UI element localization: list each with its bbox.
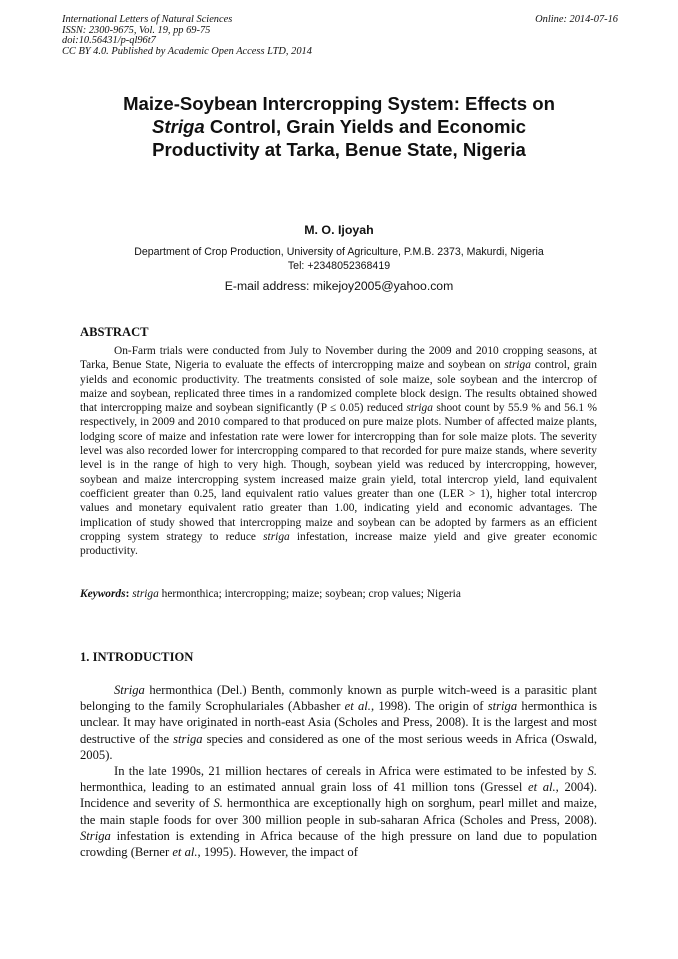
intro-text: hermonthica is unclear. It may have originated in north-east Asia (Scholes and Press, 2008). It is the largest and most destructive of the	[80, 699, 597, 746]
intro-text: , 1995). However, the impact of	[197, 845, 358, 860]
intro-text: species and considered as one of the most serious weeds in Africa (Oswald, 2005).	[80, 731, 597, 762]
title-italic-word: Striga	[151, 116, 205, 137]
license-line: CC BY 4.0. Published by Academic Open Access LTD, 2014	[62, 45, 312, 57]
intro-paragraph	[80, 763, 597, 860]
intro-text: hermonthica (Del.) Benth, commonly known as purple witch-weed is a parasitic plant belonging to the family Scrophulariales (Abbasher	[80, 683, 597, 714]
intro-italic: et al.	[344, 699, 371, 714]
abstract-heading: ABSTRACT	[80, 325, 149, 339]
abstract-italic: striga	[406, 402, 433, 415]
intro-paragraph	[80, 682, 597, 763]
author-name: M. O. Ijoyah	[304, 223, 374, 237]
intro-text: hermonthica are exceptionally high on sorghum, pearl millet and maize, the main staple foods for over 300 million people in sub-saharan Africa (Scholes and Press, 2008).	[80, 796, 597, 827]
intro-text: hermonthica, leading to an estimated annual grain loss of 41 million tons (Gressel	[80, 780, 528, 795]
intro-text: , 2004). Incidence and severity of	[80, 780, 597, 811]
abstract-text: control, grain yields and economic productivity. The treatments consisted of sole maize, sole soybean and the intercrop of maize and soybean, replicated three times in a randomized complete block design. The results obtained showed that intercropping maize and soybean significantly (P ≤ 0.05) reduced	[80, 359, 597, 415]
intro-text: infestation is extending in Africa because of the high pressure on land due to population crowding (Berner	[80, 828, 597, 860]
intro-italic: S.	[213, 796, 223, 811]
introduction-body	[80, 682, 597, 860]
email-line: E-mail address: mikejoy2005@yahoo.com	[224, 279, 454, 293]
keywords-label: Keywords	[80, 588, 126, 600]
intro-italic: Striga	[80, 828, 111, 843]
keywords-colon: :	[125, 588, 133, 600]
intro-italic: et al.	[172, 845, 198, 860]
online-date: Online: 2014-07-16	[535, 14, 618, 25]
abstract-body	[80, 344, 597, 558]
title-line-3: Productivity at Tarka, Benue State, Nigeria	[152, 139, 526, 160]
journal-name: International Letters of Natural Sciences	[62, 14, 233, 25]
doi-line: doi:10.56431/p-ql96t7	[62, 35, 156, 47]
intro-text: In the late 1990s, 21 million hectares of cereals in Africa were estimated to be infested by	[114, 764, 588, 779]
abstract-text: shoot count by 55.9 % and 56.1 % respectively, in 2009 and 2010 compared to that produced on pure maize plots. Number of affected maize plants, lodging score of maize and infestation rate were lower for intercropping than for sole maize plots. The severity level was also recorded lower for intercropping compared to that recorded for pure maize stands, where severity level is in the range of high to very high. Though, soybean yield was reduced by intercropping, however, soybean and maize intercropping system increased maize grain yield, total intercrop yield, land equivalent coefficient greater than 0.25, land equivalent ratio values greater than one (LER > 1), higher total intercrop values and monetary equivalent ratio greater than 1.00, indicating yield and economic advantages. The implication of study showed that intercropping maize and soybean can be adopted by farmers as an efficient cropping system strategy to reduce	[80, 402, 598, 543]
issn-line: ISSN: 2300-9675, Vol. 19, pp 69-75	[62, 24, 211, 36]
keywords-line	[80, 588, 597, 600]
affiliation-line: Department of Crop Production, University of Agriculture, P.M.B. 2373, Makurdi, Nigeria	[134, 246, 544, 258]
abstract-text: infestation, increase maize yield and give greater economic productivity.	[80, 530, 598, 558]
introduction-heading: 1. INTRODUCTION	[80, 650, 194, 664]
title-line-2	[70, 115, 608, 138]
intro-italic: Striga	[114, 683, 145, 697]
title-line-1: Maize-Soybean Intercropping System: Effects on	[123, 93, 555, 114]
intro-italic: et al.	[527, 780, 556, 795]
telephone-line: Tel: +2348052368419	[287, 259, 391, 272]
title-line-2-rest: Control, Grain Yields and Economic	[204, 116, 527, 137]
intro-italic: S.	[587, 764, 597, 779]
keywords-list: hermonthica; intercropping; maize; soybean; crop values; Nigeria	[158, 588, 461, 600]
intro-italic: striga	[173, 731, 203, 746]
abstract-paragraph	[80, 344, 597, 558]
author-affiliation	[0, 246, 678, 273]
intro-italic: striga	[487, 699, 518, 714]
intro-text: , 1998). The origin of	[370, 699, 488, 714]
abstract-text: On-Farm trials were conducted from July to November during the 2009 and 2010 cropping seasons, at Tarka, Benue State, Nigeria to evaluate the effects of intercropping maize and soybean on	[80, 345, 597, 372]
paper-title	[70, 92, 608, 161]
abstract-italic: striga	[263, 530, 290, 543]
abstract-italic: striga	[504, 359, 531, 372]
journal-header	[62, 15, 618, 57]
keyword-italic: striga	[132, 588, 159, 600]
